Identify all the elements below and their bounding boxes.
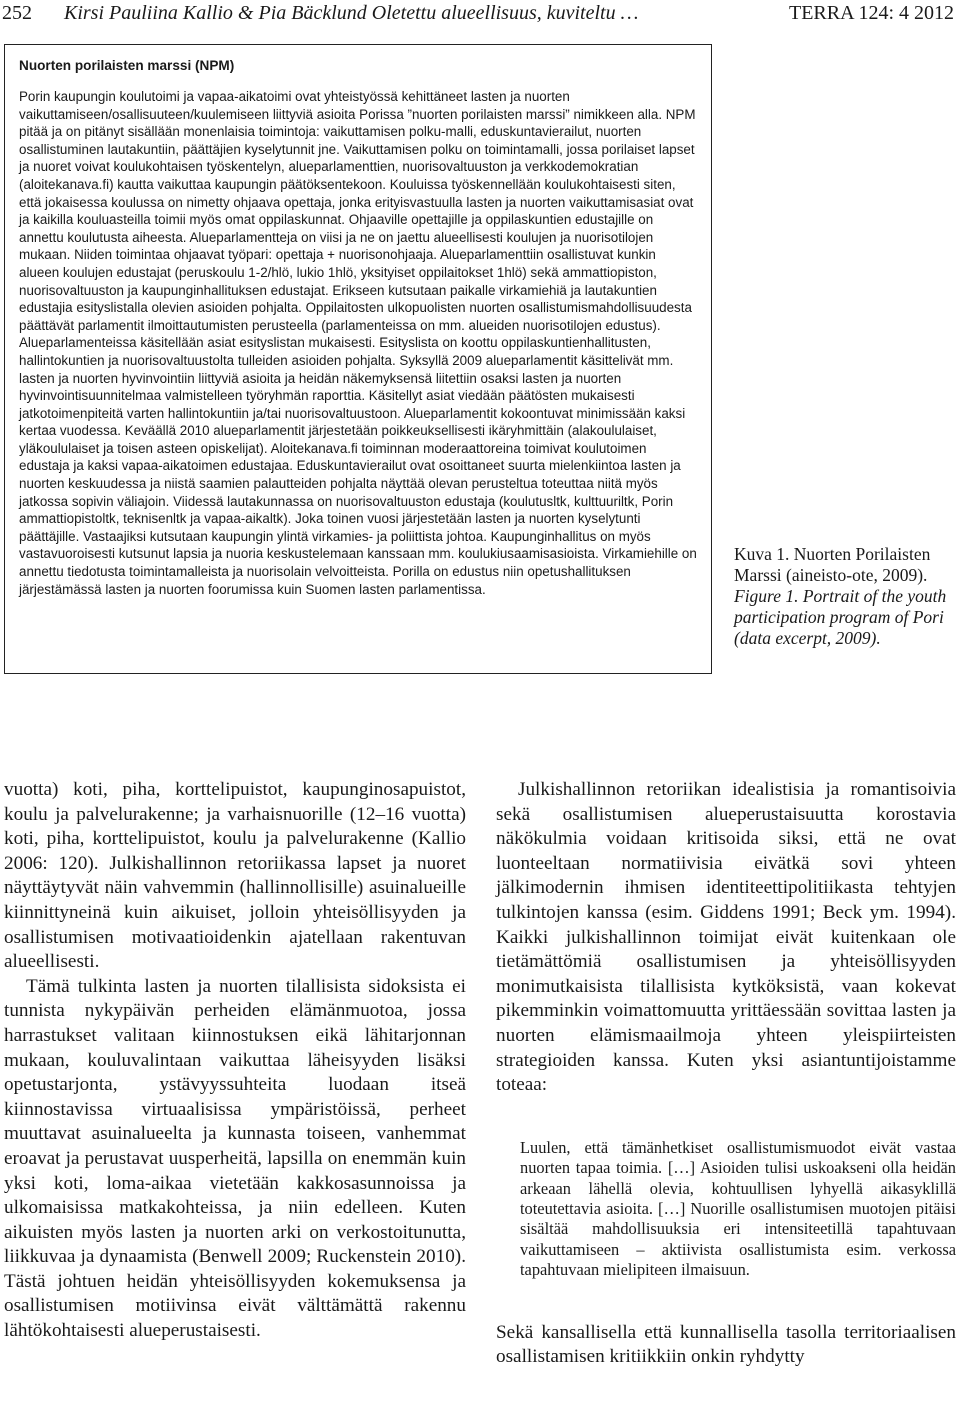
figure-box-title: Nuorten porilaisten marssi (NPM)	[19, 58, 235, 73]
left-paragraph-2: Tämä tulkinta lasten ja nuorten tilallisista sidoksista ei tunnista nykypäivän perheiden elämänmuotoa, jossa harrastukset valitaan kiinnostuksen eikä lähitarjonnan mukaan, kouluvalintaan vaikuttaa läheisyyden lisäksi opetustarjonta, ystävyyssuhteita luodaan itseä kiinnostavissa virtuaalisissa ympäristöissä, perheet muuttavat asuinalueelta ja kunnasta toiseen, vanhemmat eroavat ja perustavat uusperheitä, lapsilla on enemmän kuin yksi koti, loma-aikaa vietetään kakkosasunnoissa ja ulkomaisissa matkakohteissa, ja niin edelleen. Kuten aikuisten myös lasten ja nuorten arki on verkostoitunutta, liikkuvaa ja dynaamista (Benwell 2009; Ruckenstein 2010). Tästä johtuen heidän yhteisöllisyyden kokemuksensa ja osallistumisen motiivinsa eivät välttämättä rakennu lähtökohtaisesti alueperustaisesti.	[4, 975, 466, 1342]
journal-issue: TERRA 124: 4 2012	[788, 2, 954, 24]
running-title: Kirsi Pauliina Kallio & Pia Bäcklund Oletettu alueellisuus, kuviteltu …	[64, 2, 639, 24]
block-quote: Luulen, että tämänhetkiset osallistumismuodot eivät vastaa nuorten tapaa toimia. […] Asioiden tulisi uskoakseni olla heidän arkeaan lähellä olevia, kohtuullisen lyhyellä aikasyklillä toteutettavia asioita. […] Nuorille osallistumisen muotojen pitäisi sisältää mahdollisuuksia eri intensiteetillä tapahtuvaan vaikuttamiseen – aktiivista osallistumista esim. verkossa tapahtuvaan mielipiteen ilmaisuun.	[520, 1137, 956, 1280]
left-paragraph-1: vuotta) koti, piha, korttelipuistot, kaupunginosapuistot, koulu ja palvelurakenne; ja varhaisnuorille (12–16 vuotta) koti, piha, korttelipuistot, koulu ja palvelurakenne (Kallio 2006: 120). Julkishallinnon retoriikassa lapset ja nuoret näyttäytyvät näin vahvemmin (hallinnollisille) asuinalueille kiinnittyneinä kuin aikuiset, jolloin yhteisöllisyyden ja osallistumisen motivaatioidenkin ajatellaan rakentuvan alueellisesti.	[4, 779, 466, 973]
left-column	[4, 778, 466, 1344]
right-paragraph-1: Julkishallinnon retoriikan idealistisia ja romantisoivia sekä osallistumisen alueperustaisuutta korostavia näkökulmia voidaan kritisoida siksi, että ne ovat luonteeltaan normatiivisia eivätkä sovi yhteen jälkimodernin ihmisen identiteettipolitiikasta tehtyjen tulkintojen kanssa (esim. Giddens 1991; Beck ym. 1994). Kaikki julkishallinnon toimijat eivät kuitenkaan ole tietämättömiä osallistumisen ja yhteisöllisyyden monimutkaisista tilallisista kytköksistä, vaan kokevat pikemminkin voimattomuutta yrittäessään sovittaa lasten ja nuorten elämismaailmoja yhteen yleispiirteisten strategioiden kanssa. Kuten yksi asiantuntijoistamme toteaa:	[496, 779, 956, 1096]
page-number: 252	[2, 2, 32, 24]
figure-caption	[734, 544, 960, 649]
right-paragraph-2: Sekä kansallisella että kunnallisella tasolla territoriaalisen osallistamisen kritiikkiin onkin ryhdytty	[496, 1321, 956, 1368]
right-column	[496, 778, 956, 1370]
figure-box-body: Porin kaupungin koulutoimi ja vapaa-aikatoimi ovat yhteistyössä kehittäneet lasten ja nuorten vaikuttamiseen/osallisuuteen/kuulemiseen liittyviä asioita Porissa ”nuorten porilaisten marssi” nimikkeen alla. NPM pitää ja on pitänyt sisällään monenlaisia toimintoja: vaikuttamisen polku-malli, eduskuntavierailut, nuorten osallistuminen lautakuntiin, päättäjien kyselytunnit jne. Vaikuttamisen polku on toimintamalli, jossa porilaiset lapset ja nuoret voivat koulukohtaisen työskentelyn, alueparlamenttien, nuorisovaltuuston ja verkkodemokratian (aloitekanava.fi) kautta vaikuttaa kaupungin päätöksentekoon. Kouluissa työskennellään koulukohtaisesti siten, että jokaisessa koulussa on nimetty ohjaava opettaja, jonka erityisvastuulla lasten ja nuorten vaikuttamisasiat ovat ja kaikilla kouluasteilla toimii myös omat oppilaskunnat. Ohjaaville opettajille ja oppilaskuntien edustajille on annettu koulutusta aiheesta. Alueparlamentteja on viisi ja ne on jaettu alueellisesti koulujen ja nuorisotilojen mukaan. Niiden toimintaa ohjaavat työpari: opettaja + nuorisonohjaaja. Alueparlamenttiin osallistuvat kunkin alueen koulujen edustajat (peruskoulu 1-2/hlö, lukio 1hlö, yksityiset oppilaitokset 1hlö) sekä ammattiopiston, nuorisovaltuuston ja kaupunginhallituksen edustajat. Erikseen kutsutaan paikalle virkamiehiä ja lautakuntien edustajia esityslistalla olevien asioiden pohjalta. Oppilaitosten ulkopuolisten nuorten osallistumismahdollisuudesta päättävät parlamentit ilmoittautumisten perusteella (parlamenteissa on mm. alueiden nuorisotilojen edustus). Alueparlamenteissa käsitellään asiat esityslistan mukaisesti. Esityslista on koottu oppilaskuntienhallitusten, hallintokuntien ja nuorisovaltuustolta tulleiden asioiden pohjalta. Syksyllä 2009 alueparlamentit käsittelivät mm. lasten ja nuorten hyvinvointiin liittyviä asioita ja heidän näkemyksensä liitettiin osaksi lasten ja nuorten hyvinvointisuunnitelmaa valmistelleen työryhmän raporttia. Käsitellyt asiat viedään päätösten mukaisesti jatkotoimenpiteitä varten hallintokuntiin ja/tai nuorisovaltuustoon. Alueparlamentit kokoontuvat minimissään kaksi kertaa vuodessa. Keväällä 2010 alueparlamentit järjestetään poikkeuksellisesti ikäryhmittäin (alakoululaiset, yläkoululaiset ja toisen asteen opiskelijat). Aloitekanava.fi toiminnan moderaattoreina toimivat koulutoimen edustaja ja kaksi vapaa-aikatoimen edustajaa. Eduskuntavierailut ovat osoittaneet suurta mielenkiintoa lasten ja nuorten keskuudessa ja niistä saamien palautteiden pohjalta näyttää olevan perusteltua toteuttaa niitä myös jatkossa sopivin väliajoin. Viidessä lautakunnassa on nuorisovaltuuston edustaja (koulutusltk, kulttuuriltk, Porin ammattiopistoltk, teknisenltk ja vapaa-aikaltk). Joka toinen vuosi järjestetään lasten ja nuorten kyselytunti päättäjille. Vastaajiksi kutsutaan kaupungin ylintä virkamies- ja poliittista johtoa. Kaupunginhallitus on myös vastavuoroisesti kutsunut lapsia ja nuoria keskustelemaan kanssaan mm. koulukiusaamisasioista. Virkamiehille on annettu tiedotusta toimintamalleista ja nuorisolain velvoitteista. Porilla on edustus niin opetushallituksen järjestämässä lasten ja nuorten foorumissa kuin Suomen lasten parlamentissa.	[19, 89, 697, 597]
figure-box	[4, 44, 712, 674]
page-header	[0, 0, 960, 26]
caption-finnish: Kuva 1. Nuorten Porilaisten Marssi (aineisto-ote, 2009).	[734, 544, 931, 585]
caption-english: Figure 1. Portrait of the youth participation program of Pori (data excerpt, 2009).	[734, 586, 947, 648]
